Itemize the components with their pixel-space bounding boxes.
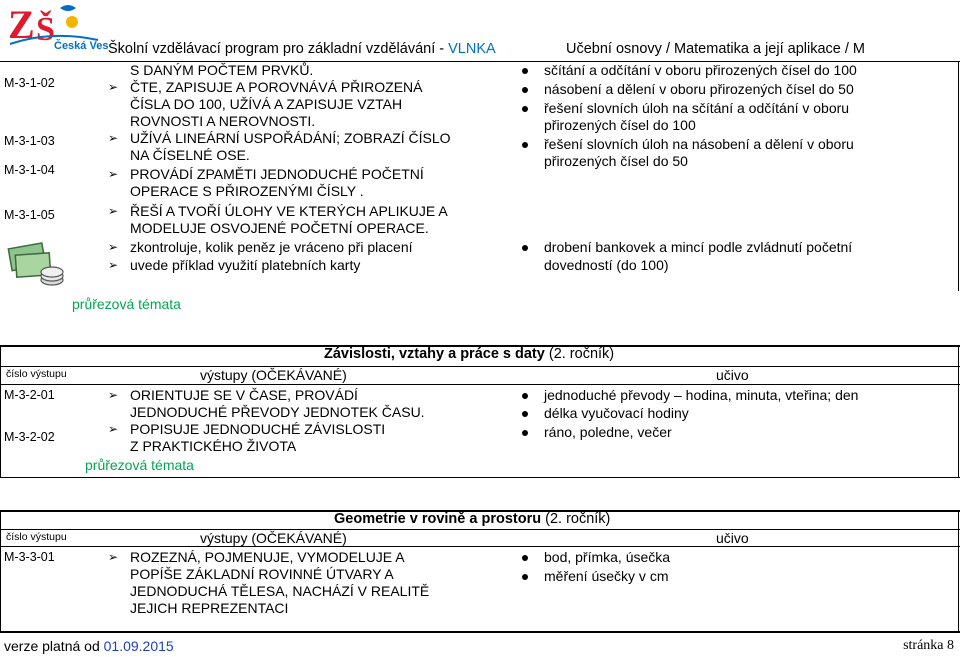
output-line: PROVÁDÍ ZPAMĚTI JEDNODUCHÉ POČETNÍ xyxy=(130,166,424,182)
output-code: M-3-2-01 xyxy=(4,388,55,402)
column-header-code: číslo výstupu xyxy=(6,368,67,380)
output-code: M-3-1-03 xyxy=(4,134,55,148)
section-title xyxy=(334,511,610,527)
program-name: VLNKA xyxy=(448,41,496,57)
divider xyxy=(958,345,959,478)
program-text: Školní vzdělávací program pro základní vzdělávání - xyxy=(108,41,449,57)
section-grade: (2. ročník) xyxy=(548,346,615,362)
divider xyxy=(0,529,960,530)
curriculum-item: jednoduché převody – hodina, minuta, vteřina; den xyxy=(544,387,859,403)
output-line: Z PRAKTICKÉHO ŽIVOTA xyxy=(130,438,297,454)
arrow-bullet-icon: ➢ xyxy=(108,422,119,436)
output-line: POPISUJE JEDNODUCHÉ ZÁVISLOSTI xyxy=(130,421,386,437)
column-header-outputs: výstupy (OČEKÁVANÉ) xyxy=(200,530,347,546)
section-title-text: Závislosti, vztahy a práce s daty xyxy=(324,346,545,362)
bullet-dot-icon xyxy=(522,87,528,93)
arrow-bullet-icon: ➢ xyxy=(108,131,119,145)
money-output: zkontroluje, kolik peněz je vráceno při placení xyxy=(130,239,413,255)
syllabus-path: Učební osnovy / Matematika a její aplikace / M xyxy=(566,41,865,57)
output-code: M-3-3-01 xyxy=(4,550,55,564)
money-curriculum: dovedností (do 100) xyxy=(544,257,669,273)
bullet-dot-icon xyxy=(522,574,528,580)
output-line: ROVNOSTI A NEROVNOSTI. xyxy=(130,113,316,129)
money-curriculum: drobení bankovek a mincí podle zvládnutí početní xyxy=(544,239,853,255)
footer-version xyxy=(4,638,174,655)
cross-topics-label: průřezová témata xyxy=(72,296,181,312)
divider xyxy=(0,384,960,385)
curriculum-item: přirozených čísel do 50 xyxy=(544,153,688,169)
output-line: ČTE, ZAPISUJE A POROVNÁVÁ PŘIROZENÁ xyxy=(130,79,423,95)
divider xyxy=(0,366,960,367)
column-header-code: číslo výstupu xyxy=(6,531,67,543)
money-output: uvede příklad využití platebních karty xyxy=(130,257,361,273)
curriculum-item: řešení slovních úloh na násobení a dělení v oboru xyxy=(544,136,854,152)
money-illustration xyxy=(6,240,68,290)
footer-page: stránka 8 xyxy=(903,638,954,653)
bullet-dot-icon xyxy=(522,430,528,436)
column-header-curriculum: učivo xyxy=(716,367,749,383)
output-line: MODELUJE OSVOJENÉ POČETNÍ OPERACE. xyxy=(130,220,429,236)
bullet-dot-icon xyxy=(522,555,528,561)
logo-text: Česká Ves xyxy=(54,40,109,52)
cross-topics-label: průřezová témata xyxy=(85,457,194,473)
output-line: ORIENTUJE SE V ČASE, PROVÁDÍ xyxy=(130,387,358,403)
school-logo xyxy=(2,0,109,58)
section-grade: (2. ročník) xyxy=(545,511,611,527)
section-title-text: Geometrie v rovině a prostoru xyxy=(334,511,542,527)
output-line: JEDNODUCHÉ PŘEVODY JEDNOTEK ČASU. xyxy=(130,404,425,420)
output-code: M-3-2-02 xyxy=(4,430,55,444)
section-title xyxy=(324,346,614,362)
curriculum-item: řešení slovních úloh na sčítání a odčítání v oboru xyxy=(544,100,850,116)
output-line: ROZEZNÁ, POJMENUJE, VYMODELUJE A xyxy=(130,549,405,565)
bullet-dot-icon xyxy=(522,142,528,148)
divider xyxy=(958,61,959,291)
curriculum-item: měření úsečky v cm xyxy=(544,568,669,584)
bullet-dot-icon xyxy=(522,68,528,74)
curriculum-item: délka vyučovací hodiny xyxy=(544,405,689,421)
output-line: POPÍŠE ZÁKLADNÍ ROVINNÉ ÚTVARY A xyxy=(130,566,394,582)
column-header-outputs: výstupy (OČEKÁVANÉ) xyxy=(200,367,347,383)
output-code: M-3-1-04 xyxy=(4,163,55,177)
bullet-dot-icon xyxy=(522,393,528,399)
arrow-bullet-icon: ➢ xyxy=(108,550,119,564)
version-label: verze platná od xyxy=(4,638,104,654)
bullet-dot-icon xyxy=(522,245,528,251)
divider xyxy=(0,345,1,478)
arrow-bullet-icon: ➢ xyxy=(108,80,119,94)
svg-text:Z: Z xyxy=(8,2,35,47)
divider xyxy=(958,510,959,632)
output-line: UŽÍVÁ LINEÁRNÍ USPOŘÁDÁNÍ; ZOBRAZÍ ČÍSLO xyxy=(130,130,451,146)
divider xyxy=(0,477,960,478)
output-line: OPERACE S PŘIROZENÝMI ČÍSLY . xyxy=(130,183,364,199)
arrow-bullet-icon: ➢ xyxy=(108,204,119,218)
output-code: M-3-1-05 xyxy=(4,208,55,222)
output-line: JEDNODUCHÁ TĚLESA, NACHÁZÍ V REALITĚ xyxy=(130,583,430,599)
divider xyxy=(0,510,1,632)
divider xyxy=(0,546,960,547)
output-line: ŘEŠÍ A TVOŘÍ ÚLOHY VE KTERÝCH APLIKUJE A xyxy=(130,203,448,219)
bullet-dot-icon xyxy=(522,106,528,112)
svg-text:Š: Š xyxy=(36,11,55,48)
curriculum-item: bod, přímka, úsečka xyxy=(544,549,671,565)
header-program xyxy=(108,41,496,57)
output-line: S DANÝM POČTEM PRVKŮ. xyxy=(130,62,314,78)
arrow-bullet-icon: ➢ xyxy=(108,167,119,181)
divider xyxy=(0,631,960,633)
arrow-bullet-icon: ➢ xyxy=(108,258,119,272)
curriculum-item: násobení a dělení v oboru přirozených čísel do 50 xyxy=(544,81,854,97)
arrow-bullet-icon: ➢ xyxy=(108,240,119,254)
output-line: NA ČÍSELNÉ OSE. xyxy=(130,147,250,163)
arrow-bullet-icon: ➢ xyxy=(108,388,119,402)
curriculum-item: přirozených čísel do 100 xyxy=(544,117,696,133)
output-code: M-3-1-02 xyxy=(4,76,55,90)
version-date: 01.09.2015 xyxy=(103,638,174,654)
column-header-curriculum: učivo xyxy=(716,530,749,546)
curriculum-item: ráno, poledne, večer xyxy=(544,424,672,440)
bullet-dot-icon xyxy=(522,411,528,417)
curriculum-item: sčítání a odčítání v oboru přirozených čísel do 100 xyxy=(544,62,857,78)
output-line: ČÍSLA DO 100, UŽÍVÁ A ZAPISUJE VZTAH xyxy=(130,96,403,112)
output-line: JEJICH REPREZENTACI xyxy=(130,600,289,616)
